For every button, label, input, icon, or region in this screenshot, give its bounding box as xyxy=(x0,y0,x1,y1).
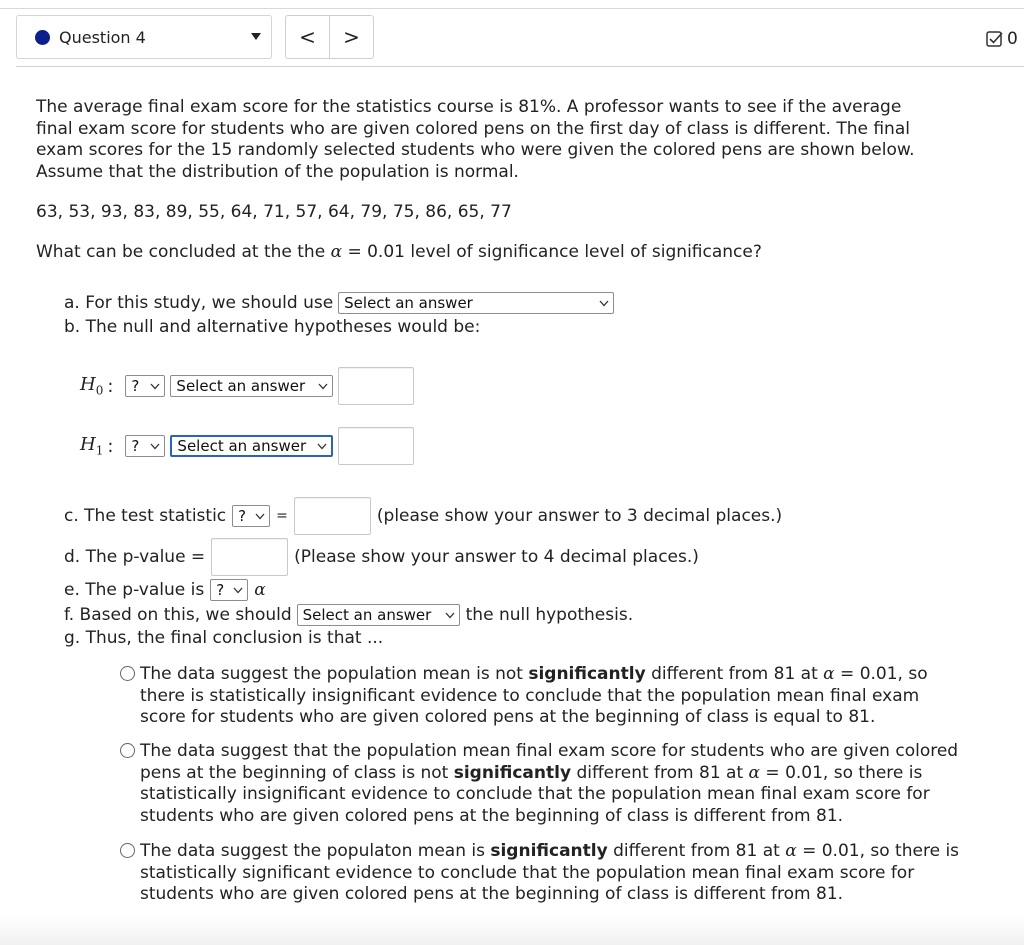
h0-subscript: 0 xyxy=(95,383,104,398)
h1-colon: : xyxy=(107,435,114,457)
question-label: Question 4 xyxy=(59,27,146,47)
score-indicator xyxy=(986,29,1018,49)
part-e xyxy=(64,579,266,601)
p-value-comparison-select-value: ? xyxy=(216,581,225,599)
part-f xyxy=(64,604,633,626)
test-type-select-value: Select an answer xyxy=(344,294,473,312)
part-g xyxy=(64,628,383,648)
h0-letter: H xyxy=(80,374,96,396)
decision-select-value: Select an answer xyxy=(302,606,432,624)
caret-down-icon xyxy=(251,33,261,40)
option-text-start: The data suggest the population mean is not xyxy=(140,664,529,684)
option-text xyxy=(140,741,960,827)
option-text-end: = 0.01, so there is statistically insignificant evidence to conclude that the population mean final exam score for students who are given colored pens at the beginning of class is equal to 81. xyxy=(140,664,928,727)
h0-operator-select[interactable] xyxy=(170,375,333,397)
option-text-start: The data suggest that the population mean final exam score for students who are given colored pens at the beginning of class is not xyxy=(140,741,959,783)
h0-colon: : xyxy=(107,375,114,397)
decision-select[interactable] xyxy=(297,604,460,626)
chevron-down-icon xyxy=(233,587,243,594)
part-b-label: b. The null and alternative hypotheses would be: xyxy=(64,317,481,337)
conclusion-option-2[interactable] xyxy=(120,741,960,827)
part-d xyxy=(64,538,699,576)
sample-data: 63, 53, 93, 83, 89, 55, 64, 71, 57, 64, 79, 75, 86, 65, 77 xyxy=(36,202,512,222)
radio-button[interactable] xyxy=(120,666,135,681)
part-c-label: c. The test statistic xyxy=(64,506,227,526)
option-text-start: The data suggest the populaton mean is xyxy=(140,841,491,861)
part-f-suffix: the null hypothesis. xyxy=(465,605,634,625)
alpha-symbol: α xyxy=(254,580,266,600)
option-text-mid: different from 81 at xyxy=(645,664,824,684)
test-statistic-select[interactable] xyxy=(232,505,270,527)
alpha-symbol: α xyxy=(748,762,761,783)
part-b xyxy=(64,317,480,337)
h0-row xyxy=(80,367,414,405)
conclusion-option-1[interactable] xyxy=(120,664,960,729)
radio-button[interactable] xyxy=(120,743,135,758)
test-statistic-select-value: ? xyxy=(238,507,247,525)
radio-button[interactable] xyxy=(120,843,135,858)
question-prompt xyxy=(36,242,762,262)
option-emphasis: significantly xyxy=(490,841,608,861)
h1-parameter-select-value: ? xyxy=(131,437,140,455)
part-f-label: f. Based on this, we should xyxy=(64,605,292,625)
test-statistic-input[interactable] xyxy=(294,497,371,535)
prev-question-button[interactable]: < xyxy=(299,25,316,49)
h1-operator-select[interactable] xyxy=(170,435,333,457)
alpha-symbol: α xyxy=(823,664,835,684)
h1-value-input[interactable] xyxy=(338,427,414,465)
part-c xyxy=(64,497,782,535)
part-g-label: g. Thus, the final conclusion is that ... xyxy=(64,628,384,648)
test-statistic-hint: (please show your answer to 3 decimal places.) xyxy=(376,506,783,526)
part-e-label: e. The p-value is xyxy=(64,580,205,600)
h0-operator-select-value: Select an answer xyxy=(176,377,306,395)
option-text xyxy=(140,841,960,906)
header-divider xyxy=(16,66,1024,67)
p-value-comparison-select[interactable] xyxy=(210,579,248,601)
option-text-mid: different from 81 at xyxy=(571,762,749,783)
h1-subscript: 1 xyxy=(95,443,104,458)
conclusion-option-3[interactable] xyxy=(120,841,960,906)
h1-row xyxy=(80,427,414,465)
option-text-end: = 0.01, so there is statistically significant evidence to conclude that the population mean final exam score for students who are given colored pens at the beginning of class is different from 81. xyxy=(140,841,960,904)
question-status-dot xyxy=(35,30,50,45)
option-text-mid: different from 81 at xyxy=(607,841,786,861)
h0-parameter-select[interactable] xyxy=(125,375,165,397)
question-prompt-end: = 0.01 level of significance level of significance? xyxy=(342,242,762,262)
h0-value-input[interactable] xyxy=(338,367,414,405)
checkbox-icon xyxy=(986,30,1004,48)
h1-letter: H xyxy=(80,434,96,456)
option-text xyxy=(140,664,960,729)
equals-sign: = xyxy=(276,508,288,524)
problem-statement: The average final exam score for the statistics course is 81%. A professor wants to see if the average final exam score for students who are given colored pens on the first day of class is different. The final exam scores for the 15 randomly selected students who were given the colored pens are shown below. Assume that the distribution of the population is normal. xyxy=(36,97,915,182)
h1-symbol xyxy=(80,434,103,458)
chevron-down-icon xyxy=(318,383,328,390)
test-type-select[interactable] xyxy=(338,292,614,314)
bottom-shadow xyxy=(0,915,1024,945)
h0-symbol xyxy=(80,374,103,398)
alpha-symbol: α xyxy=(785,841,797,861)
chevron-down-icon xyxy=(255,513,265,520)
option-text-end: = 0.01, so there is statistically insignificant evidence to conclude that the population mean final exam score for students who are given colored pens at the beginning of class is different from 81. xyxy=(140,762,930,826)
chevron-down-icon xyxy=(599,300,609,307)
top-divider xyxy=(0,8,1024,9)
question-prompt-start: What can be concluded at the the xyxy=(36,242,331,262)
chevron-down-icon xyxy=(317,443,327,450)
p-value-input[interactable] xyxy=(211,538,288,576)
question-selector[interactable] xyxy=(16,15,272,59)
option-emphasis: significantly xyxy=(528,664,646,684)
part-a xyxy=(64,292,614,314)
p-value-hint: (Please show your answer to 4 decimal places.) xyxy=(294,547,699,567)
part-d-label: d. The p-value = xyxy=(64,547,206,567)
h1-parameter-select[interactable] xyxy=(125,435,165,457)
h1-operator-select-value: Select an answer xyxy=(177,437,307,455)
chevron-down-icon xyxy=(445,612,455,619)
question-nav xyxy=(285,15,374,59)
part-a-label: a. For this study, we should use xyxy=(64,293,334,313)
alpha-symbol: α xyxy=(330,242,343,262)
next-question-button[interactable]: > xyxy=(329,16,373,58)
h0-parameter-select-value: ? xyxy=(131,377,140,395)
score-value: 0 xyxy=(1007,29,1018,49)
option-emphasis: significantly xyxy=(453,762,572,783)
chevron-down-icon xyxy=(150,383,160,390)
chevron-down-icon xyxy=(150,443,160,450)
